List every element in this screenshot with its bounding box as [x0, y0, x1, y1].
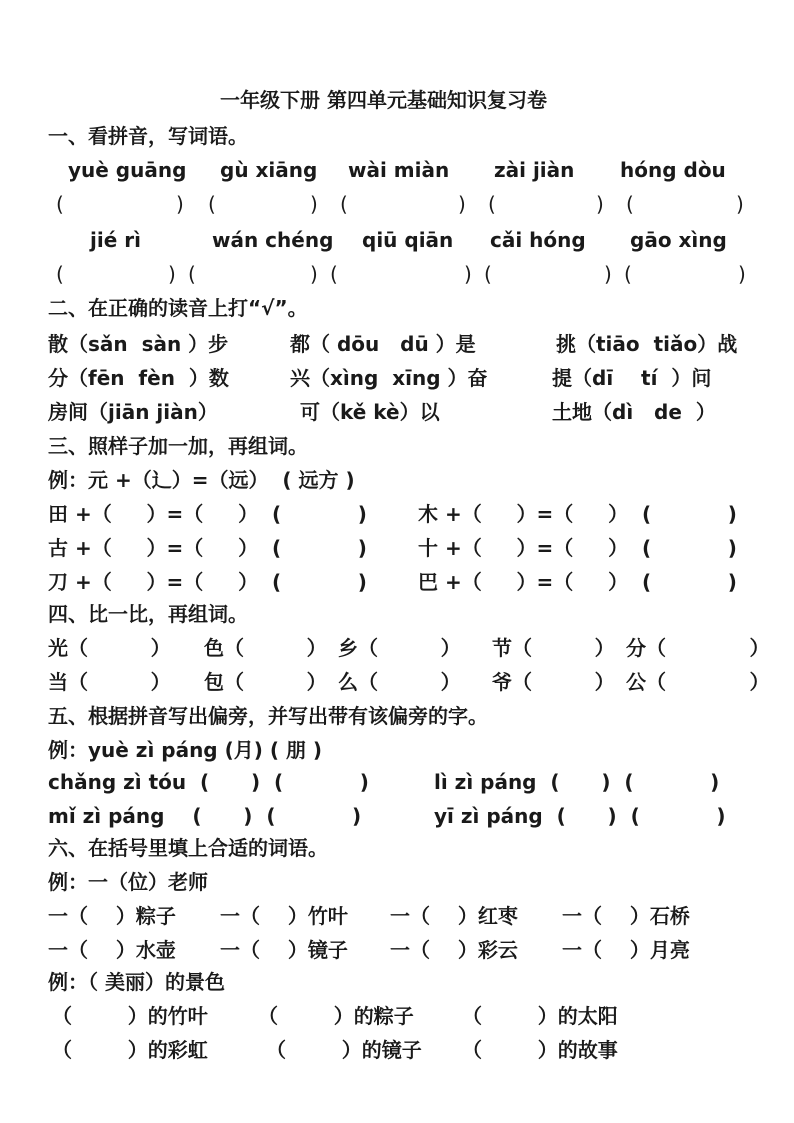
pinyin-item: cǎi hóng	[490, 228, 586, 252]
answer-paren-open: (	[56, 192, 64, 216]
measure-word-item: 一（ ）红枣	[390, 904, 518, 928]
compare-item: 当（ ）	[48, 670, 171, 694]
compose-row: 古 +（ ）=（ ） ( )	[48, 536, 367, 560]
compose-row: 巴 +（ ）=（ ） ( )	[418, 570, 737, 594]
adjective-item: （ ）的镜子	[266, 1038, 422, 1062]
section-4-heading: 四、比一比，再组词。	[48, 602, 248, 626]
answer-paren-open: (	[340, 192, 348, 216]
radical-row: lì zì páng ( ) ( )	[434, 770, 720, 794]
pinyin-item: jié rì	[90, 228, 141, 252]
measure-word-item: 一（ ）彩云	[390, 938, 518, 962]
compare-item: 公（ ）	[626, 670, 770, 694]
example-line: 例：元 +（辶）=（远） ( 远方 )	[48, 468, 355, 492]
adjective-item: （ ）的故事	[462, 1038, 618, 1062]
answer-paren-close: )	[738, 262, 746, 286]
compare-item: 光（ ）	[48, 636, 171, 660]
answer-paren-close: )	[458, 192, 466, 216]
pinyin-item: zài jiàn	[494, 158, 575, 182]
section-2-heading: 二、在正确的读音上打“√”。	[48, 296, 308, 320]
answer-paren-open: (	[626, 192, 634, 216]
pinyin-item: gāo xìng	[630, 228, 727, 252]
measure-word-item: 一（ ）竹叶	[220, 904, 348, 928]
pinyin-item: gù xiāng	[220, 158, 318, 182]
compare-item: 么（ ）	[338, 670, 461, 694]
section-3-heading: 三、照样子加一加，再组词。	[48, 434, 308, 458]
compose-row: 刀 +（ ）=（ ） ( )	[48, 570, 367, 594]
pronunciation-item: 都（ dōu dū ）是	[290, 332, 476, 356]
answer-paren-close: )	[310, 262, 318, 286]
section-5-heading: 五、根据拼音写出偏旁，并写出带有该偏旁的字。	[48, 704, 488, 728]
compare-item: 爷（ ）	[492, 670, 615, 694]
compare-item: 色（ ）	[204, 636, 327, 660]
radical-row: chǎng zì tóu ( ) ( )	[48, 770, 369, 794]
radical-row: mǐ zì páng ( ) ( )	[48, 804, 362, 828]
compose-row: 田 +（ ）=（ ） ( )	[48, 502, 367, 526]
example-line: 例：一（位）老师	[48, 870, 208, 894]
answer-paren-open: (	[330, 262, 338, 286]
section-1-heading: 一、看拼音，写词语。	[48, 124, 248, 148]
answer-paren-close: )	[736, 192, 744, 216]
pinyin-item: hóng dòu	[620, 158, 726, 182]
answer-paren-close: )	[168, 262, 176, 286]
pinyin-item: wán chéng	[212, 228, 334, 252]
adjective-item: （ ）的竹叶	[52, 1004, 208, 1028]
compose-row: 十 +（ ）=（ ） ( )	[418, 536, 737, 560]
example-line: 例：（ 美丽）的景色	[48, 970, 225, 994]
pronunciation-item: 提（dī tí ）问	[552, 366, 712, 390]
radical-row: yī zì páng ( ) ( )	[434, 804, 726, 828]
compare-item: 节（ ）	[492, 636, 615, 660]
section-6-heading: 六、在括号里填上合适的词语。	[48, 836, 328, 860]
measure-word-item: 一（ ）镜子	[220, 938, 348, 962]
pronunciation-item: 挑（tiāo tiǎo）战	[556, 332, 738, 356]
adjective-item: （ ）的太阳	[462, 1004, 618, 1028]
compare-item: 分（ ）	[626, 636, 770, 660]
measure-word-item: 一（ ）月亮	[562, 938, 690, 962]
pronunciation-item: 分（fēn fèn ）数	[48, 366, 229, 390]
answer-paren-close: )	[176, 192, 184, 216]
pronunciation-item: 房间（jiān jiàn）	[48, 400, 218, 424]
answer-paren-open: (	[624, 262, 632, 286]
answer-paren-open: (	[56, 262, 64, 286]
answer-paren-open: (	[188, 262, 196, 286]
answer-paren-open: (	[484, 262, 492, 286]
pronunciation-item: 兴（xìng xīng ）奋	[290, 366, 488, 390]
pronunciation-item: 土地（dì de ）	[552, 400, 716, 424]
pinyin-item: yuè guāng	[68, 158, 187, 182]
example-line: 例：yuè zì páng (月) ( 朋 )	[48, 738, 323, 762]
compare-item: 乡（ ）	[338, 636, 461, 660]
compare-item: 包（ ）	[204, 670, 327, 694]
answer-paren-close: )	[310, 192, 318, 216]
pinyin-item: wài miàn	[348, 158, 450, 182]
adjective-item: （ ）的彩虹	[52, 1038, 208, 1062]
pronunciation-item: 可（kě kè）以	[300, 400, 440, 424]
measure-word-item: 一（ ）水壶	[48, 938, 176, 962]
compose-row: 木 +（ ）=（ ） ( )	[418, 502, 737, 526]
measure-word-item: 一（ ）粽子	[48, 904, 176, 928]
answer-paren-open: (	[208, 192, 216, 216]
pinyin-item: qiū qiān	[362, 228, 454, 252]
answer-paren-close: )	[596, 192, 604, 216]
measure-word-item: 一（ ）石桥	[562, 904, 690, 928]
answer-paren-close: )	[464, 262, 472, 286]
answer-paren-close: )	[604, 262, 612, 286]
page-title: 一年级下册 第四单元基础知识复习卷	[220, 88, 547, 112]
pronunciation-item: 散（sǎn sàn ）步	[48, 332, 229, 356]
adjective-item: （ ）的粽子	[258, 1004, 414, 1028]
answer-paren-open: (	[488, 192, 496, 216]
